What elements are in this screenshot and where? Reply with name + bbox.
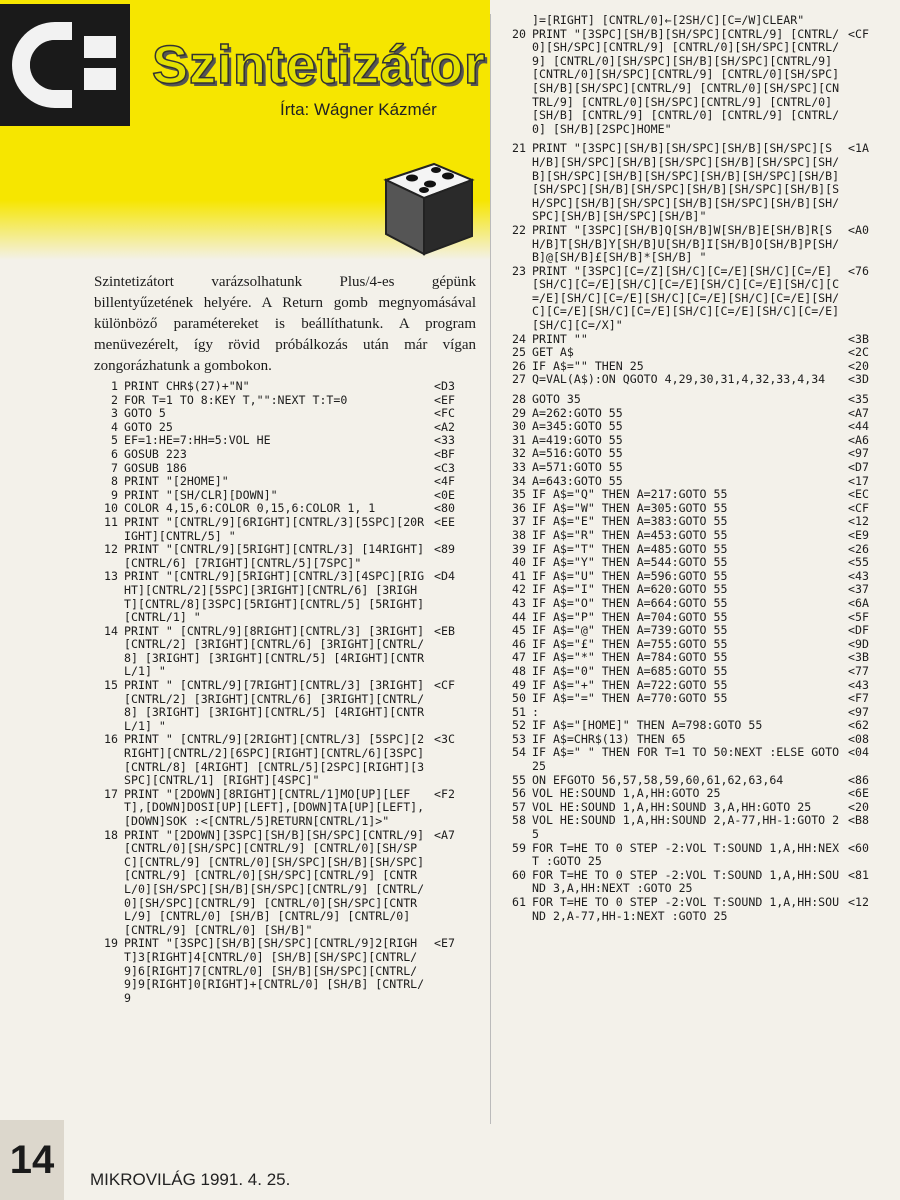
checksum: <04: [848, 745, 869, 760]
code-text: IF A$="P" THEN A=704:GOTO 55: [532, 609, 728, 624]
code-text: IF A$="" THEN 25: [532, 358, 644, 373]
line-number: 9: [111, 487, 118, 502]
line-number: 21: [512, 141, 526, 156]
checksum: <4F: [434, 474, 455, 489]
code-line: [504, 733, 890, 747]
code-line: [504, 638, 890, 652]
line-number: 14: [104, 623, 118, 638]
line-number: 31: [512, 432, 526, 447]
line-number: 47: [512, 650, 526, 665]
code-text: IF A$="Q" THEN A=217:GOTO 55: [532, 487, 728, 502]
code-line: [504, 393, 890, 407]
code-line: [96, 570, 476, 624]
line-number: 20: [512, 26, 526, 41]
checksum: <43: [848, 568, 869, 583]
line-number: 59: [512, 840, 526, 855]
code-line: [504, 142, 890, 224]
checksum: <62: [848, 718, 869, 733]
line-number: 38: [512, 527, 526, 542]
checksum: <3B: [848, 650, 869, 665]
checksum: <E7: [434, 936, 455, 951]
code-line: [96, 937, 476, 1005]
code-line: [504, 896, 890, 923]
listing-right-column: [504, 14, 890, 923]
code-line: [504, 869, 890, 896]
line-number: 24: [512, 331, 526, 346]
article-author: Írta: Wágner Kázmér: [280, 100, 437, 119]
code-text: FOR T=HE TO 0 STEP -2:VOL T:SOUND 1,A,HH:SOUND 2,A-77,HH-1:NEXT :GOTO 25: [532, 895, 840, 923]
checksum: <A6: [848, 432, 869, 447]
code-line: [96, 394, 476, 408]
code-text: PRINT "": [532, 331, 588, 346]
logo-flag-bottom: [84, 68, 116, 90]
code-line: [504, 407, 890, 421]
code-line: [504, 665, 890, 679]
checksum: <F2: [434, 786, 455, 801]
code-line: [504, 611, 890, 625]
code-text: A=516:GOTO 55: [532, 446, 623, 461]
code-text: Q=VAL(A$):ON QGOTO 4,29,30,31,4,32,33,4,34: [532, 372, 826, 387]
checksum: <E9: [848, 527, 869, 542]
code-line: [504, 543, 890, 557]
line-number: 55: [512, 772, 526, 787]
code-text: A=571:GOTO 55: [532, 460, 623, 474]
line-number: 40: [512, 555, 526, 570]
line-number: [504, 14, 526, 28]
line-number: 33: [512, 460, 526, 474]
checksum: <CF: [848, 26, 869, 41]
code-line: [504, 801, 890, 815]
code-line: [504, 488, 890, 502]
code-text: VOL HE:SOUND 1,A,HH:SOUND 2,A-77,HH-1:GOTO 25: [532, 813, 840, 842]
line-number: 50: [512, 691, 526, 706]
checksum: <5F: [848, 609, 869, 624]
code-text: IF A$="T" THEN A=485:GOTO 55: [532, 541, 728, 556]
line-number: 61: [512, 895, 526, 909]
code-line: [504, 556, 890, 570]
checksum: <EC: [848, 487, 869, 502]
line-number: 28: [512, 392, 526, 407]
code-line: [96, 462, 476, 476]
checksum: <12: [848, 514, 869, 529]
code-text: IF A$="W" THEN A=305:GOTO 55: [532, 500, 728, 515]
code-text: GET A$: [532, 345, 574, 360]
code-text: :: [532, 704, 539, 719]
checksum: <43: [848, 677, 869, 692]
checksum: <97: [848, 704, 869, 719]
checksum: <BF: [434, 446, 455, 461]
code-text: FOR T=HE TO 0 STEP -2:VOL T:SOUND 1,A,HH:NEXT :GOTO 25: [532, 840, 840, 869]
line-number: 2: [111, 392, 118, 407]
checksum: <81: [848, 867, 869, 882]
code-line: [96, 434, 476, 448]
code-line: [96, 733, 476, 787]
line-number: 15: [104, 678, 118, 693]
code-text: PRINT "[2DOWN][3SPC][SH/B][SH/SPC][CNTRL/9] [CNTRL/0][SH/SPC][CNTRL/9] [CNTRL/0][SH/SPC][CNTRL/9] [CNTRL/0][SH/SPC][SH/B][SH/SPC][CNTRL/9] [CNTRL/0][SH/SPC][CNTRL/9] [CNTRL/0][SH/SPC][SH/B][SH/SPC][CNTRL/9] [CNTRL/0][SH/SPC][CNTRL/9] [CNTRL/0][SH/SPC][CNTRL/9] [CNTRL/0] [SH/B] [CNTRL/9] [CNTRL/0] [CNTRL/9] [CNTRL/0] [SH/B]": [124, 827, 432, 937]
code-line: [96, 679, 476, 733]
checksum: <CF: [848, 500, 869, 515]
checksum: <A2: [434, 419, 455, 434]
checksum: <08: [848, 731, 869, 746]
checksum: <EF: [434, 392, 455, 407]
line-number: 46: [512, 636, 526, 651]
code-text: A=419:GOTO 55: [532, 432, 623, 447]
code-text: PRINT CHR$(27)+"N": [124, 379, 250, 393]
line-number: 60: [512, 867, 526, 882]
line-number: 49: [512, 677, 526, 692]
code-line: [504, 447, 890, 461]
code-text: PRINT "[SH/CLR][DOWN]": [124, 487, 278, 502]
article-title: Szintetizátor: [152, 35, 487, 95]
logo-flag-top: [84, 36, 116, 58]
line-number: 4: [111, 419, 118, 434]
line-number: 42: [512, 582, 526, 597]
code-line: [504, 679, 890, 693]
line-number: 34: [512, 473, 526, 488]
code-line: [96, 380, 476, 394]
code-text: VOL HE:SOUND 1,A,HH:SOUND 3,A,HH:GOTO 25: [532, 799, 812, 814]
intro-paragraph: Szintetizátort varázsolhatunk Plus/4-es gépünk billentyűzetének helyére. A Return gomb megnyomásával különböző paramétereket is beállíthatunk. A program menüvezérelt, így rövid próbálkozás után már vígan zongorázhatunk a gombokon.: [94, 274, 476, 374]
code-line: [504, 597, 890, 611]
line-number: 35: [512, 487, 526, 502]
code-line: [96, 407, 476, 421]
checksum: <3C: [434, 732, 455, 747]
code-line: [504, 265, 890, 333]
code-line: [504, 515, 890, 529]
line-number: 17: [104, 786, 118, 801]
line-number: 41: [512, 568, 526, 583]
checksum: <33: [434, 433, 455, 448]
code-line: [504, 14, 890, 28]
line-number: 44: [512, 609, 526, 624]
code-text: EF=1:HE=7:HH=5:VOL HE: [124, 433, 271, 448]
code-line: [504, 28, 890, 137]
checksum: <3D: [848, 372, 869, 387]
code-line: [504, 502, 890, 516]
line-number: 25: [512, 345, 526, 360]
code-text: IF A$="Y" THEN A=544:GOTO 55: [532, 555, 728, 570]
code-text: ]=[RIGHT] [CNTRL/0]←[2SH/C][C=/W]CLEAR": [532, 13, 805, 27]
code-line: [96, 516, 476, 543]
code-text: IF A$=" " THEN FOR T=1 TO 50:NEXT :ELSE GOTO 25: [532, 745, 847, 774]
checksum: <1A: [848, 141, 869, 156]
code-text: GOSUB 186: [124, 460, 187, 475]
code-text: GOTO 25: [124, 419, 173, 434]
code-text: A=345:GOTO 55: [532, 419, 623, 434]
code-line: [96, 625, 476, 679]
checksum: <2C: [848, 345, 869, 360]
checksum: <D7: [848, 460, 869, 474]
checksum: <76: [848, 263, 869, 278]
code-text: FOR T=1 TO 8:KEY T,"":NEXT T:T=0: [124, 392, 348, 407]
column-divider: [490, 14, 491, 1124]
line-number: 56: [512, 786, 526, 801]
code-text: COLOR 4,15,6:COLOR 0,15,6:COLOR 1, 1: [124, 501, 376, 516]
code-text: IF A$="O" THEN A=664:GOTO 55: [532, 595, 728, 610]
code-text: PRINT "[CNTRL/9][6RIGHT][CNTRL/3][5SPC][20RIGHT][CNTRL/5] ": [124, 514, 425, 543]
code-text: IF A$="0" THEN A=685:GOTO 55: [532, 663, 728, 678]
code-line: [96, 421, 476, 435]
line-number: 8: [111, 474, 118, 489]
line-number: 23: [512, 263, 526, 278]
code-text: IF A$="=" THEN A=770:GOTO 55: [532, 691, 728, 706]
code-line: [96, 448, 476, 462]
code-text: GOSUB 223: [124, 446, 187, 461]
publication-footer: MIKROVILÁG 1991. 4. 25.: [90, 1170, 291, 1189]
line-number: 43: [512, 595, 526, 610]
line-number: 45: [512, 623, 526, 638]
code-line: [96, 475, 476, 489]
line-number: 32: [512, 446, 526, 461]
code-text: A=262:GOTO 55: [532, 405, 623, 420]
code-text: IF A$="@" THEN A=739:GOTO 55: [532, 623, 728, 638]
checksum: <37: [848, 582, 869, 597]
line-number: 57: [512, 799, 526, 814]
line-number: 5: [111, 433, 118, 448]
code-text: PRINT "[3SPC][SH/B][SH/SPC][SH/B][SH/SPC][SH/B][SH/SPC][SH/B][SH/SPC][SH/B][SH/SPC][SH/B][SH/SPC][SH/B][SH/SPC][SH/B][SH/SPC][SH/B][SH/SPC][SH/B][SH/SPC][SH/B][SH/SPC][SH/B][SH/SPC][SH/B][SH/SPC][SH/B][SH/SPC][SH/B][SH/SPC][SH/B][SH/SPC][SH/B]": [532, 141, 840, 224]
line-number: 13: [104, 569, 118, 584]
code-text: ON EFGOTO 56,57,58,59,60,61,62,63,64: [532, 772, 784, 787]
code-text: PRINT "[2DOWN][8RIGHT][CNTRL/1]MO[UP][LEFT],[DOWN]DOSI[UP][LEFT],[DOWN]TA[UP][LEFT],[DOWN]SOK :<[CNTRL/5]RETURN[CNTRL/1]>": [124, 786, 425, 828]
line-number: 36: [512, 500, 526, 515]
line-number: 11: [104, 514, 118, 529]
code-line: [504, 746, 890, 773]
code-text: IF A$=CHR$(13) THEN 65: [532, 731, 686, 746]
code-line: [504, 706, 890, 720]
code-line: [504, 475, 890, 489]
code-line: [504, 346, 890, 360]
page-number-box: [0, 1120, 64, 1200]
code-line: [504, 461, 890, 475]
checksum: <3B: [848, 331, 869, 346]
checksum: <C3: [434, 460, 455, 475]
code-line: [504, 333, 890, 347]
code-line: [504, 373, 890, 387]
code-line: [504, 651, 890, 665]
code-line: [96, 788, 476, 829]
checksum: [848, 14, 890, 28]
code-text: GOTO 35: [532, 392, 581, 407]
checksum: <77: [848, 663, 869, 678]
line-number: 6: [111, 446, 118, 461]
code-text: FOR T=HE TO 0 STEP -2:VOL T:SOUND 1,A,HH:SOUND 3,A,HH:NEXT :GOTO 25: [532, 867, 840, 896]
line-number: 52: [512, 718, 526, 733]
code-line: [96, 829, 476, 938]
code-text: PRINT "[3SPC][SH/B][SH/SPC][CNTRL/9] [CNTRL/0][SH/SPC][CNTRL/9] [CNTRL/0][SH/SPC][CNTRL/9] [CNTRL/0][SH/SPC][SH/B][SH/SPC][CNTRL/9] [CNTRL/0][SH/SPC][CNTRL/9] [CNTRL/0][SH/SPC][SH/B][SH/SPC][CNTRL/9] [CNTRL/0][SH/SPC][CNTRL/9] [CNTRL/0][SH/SPC][CNTRL/9] [CNTRL/0] [SH/B] [CNTRL/9] [CNTRL/0] [CNTRL/9] [CNTRL/0] [SH/B][2SPC]HOME": [532, 26, 840, 136]
dice-icon: [378, 158, 478, 258]
page-number: 14: [9, 1137, 55, 1182]
code-line: [504, 787, 890, 801]
checksum: <12: [848, 895, 869, 909]
code-text: VOL HE:SOUND 1,A,HH:GOTO 25: [532, 786, 721, 801]
line-number: 48: [512, 663, 526, 678]
commodore-logo: [0, 4, 130, 126]
code-line: [504, 624, 890, 638]
checksum: <26: [848, 541, 869, 556]
code-line: [504, 360, 890, 374]
line-number: 19: [104, 936, 118, 951]
checksum: <A7: [434, 827, 455, 842]
checksum: <17: [848, 473, 869, 488]
checksum: <55: [848, 555, 869, 570]
code-text: IF A$="U" THEN A=596:GOTO 55: [532, 568, 728, 583]
checksum: <B8: [848, 813, 869, 828]
line-number: 22: [512, 222, 526, 237]
line-number: 3: [111, 406, 118, 421]
code-text: PRINT " [CNTRL/9][7RIGHT][CNTRL/3] [3RIGHT][CNTRL/2] [3RIGHT][CNTRL/6] [3RIGHT][CNTRL/8] [3RIGHT] [3RIGHT][CNTRL/5] [4RIGHT][CNTRL/1] ": [124, 678, 425, 733]
line-number: 58: [512, 813, 526, 828]
checksum: <DF: [848, 623, 869, 638]
code-line: [504, 842, 890, 869]
code-text: PRINT "[2HOME]": [124, 474, 229, 489]
line-number: 30: [512, 419, 526, 434]
checksum: <EE: [434, 514, 455, 529]
code-text: IF A$="[HOME]" THEN A=798:GOTO 55: [532, 718, 763, 733]
code-text: PRINT " [CNTRL/9][8RIGHT][CNTRL/3] [3RIGHT][CNTRL/2] [3RIGHT][CNTRL/6] [3RIGHT][CNTRL/8] [3RIGHT] [3RIGHT][CNTRL/5] [4RIGHT][CNTRL/1] ": [124, 623, 425, 679]
line-number: 27: [512, 372, 526, 387]
checksum: <A7: [848, 405, 869, 420]
checksum: <FC: [434, 406, 455, 421]
code-line: [504, 570, 890, 584]
line-number: 37: [512, 514, 526, 529]
checksum: <6E: [848, 786, 869, 801]
code-line: [504, 420, 890, 434]
code-line: [504, 692, 890, 706]
code-line: [504, 583, 890, 597]
code-text: PRINT "[3SPC][SH/B][SH/SPC][CNTRL/9]2[RIGHT]3[RIGHT]4[CNTRL/0] [SH/B][SH/SPC][CNTRL/9]6[RIGHT]7[CNTRL/0] [SH/B][SH/SPC][CNTRL/9]9[RIGHT]0[RIGHT]+[CNTRL/0] [SH/B] [CNTRL/9: [124, 936, 425, 1005]
checksum: <6A: [848, 595, 869, 610]
code-line: [504, 719, 890, 733]
line-number: 7: [111, 460, 118, 475]
code-text: A=643:GOTO 55: [532, 473, 623, 488]
checksum: <97: [848, 446, 869, 461]
checksum: <89: [434, 542, 455, 557]
line-number: 10: [104, 501, 118, 516]
line-number: 26: [512, 358, 526, 373]
checksum: <20: [848, 799, 869, 814]
checksum: <9D: [848, 636, 869, 651]
checksum: <60: [848, 840, 869, 855]
checksum: <F7: [848, 691, 869, 706]
code-line: [504, 774, 890, 788]
code-line: [504, 814, 890, 841]
checksum: <0E: [434, 487, 455, 502]
checksum: <D4: [434, 569, 455, 584]
line-number: 53: [512, 731, 526, 746]
checksum: <20: [848, 358, 869, 373]
code-text: PRINT " [CNTRL/9][2RIGHT][CNTRL/3] [5SPC][2RIGHT][CNTRL/2][6SPC][RIGHT][CNTRL/6][3SPC][CNTRL/8] [4RIGHT] [CNTRL/5][2SPC][RIGHT][3SPC][CNTRL/1] [RIGHT][4SPC]": [124, 732, 425, 788]
line-number: 1: [111, 379, 118, 393]
line-number: 39: [512, 541, 526, 556]
code-text: IF A$="£" THEN A=755:GOTO 55: [532, 636, 728, 651]
checksum: <44: [848, 419, 869, 434]
checksum: <86: [848, 772, 869, 787]
code-line: [504, 434, 890, 448]
code-line: [96, 502, 476, 516]
line-number: 12: [104, 542, 118, 557]
code-text: PRINT "[CNTRL/9][5RIGHT][CNTRL/3] [14RIGHT][CNTRL/6] [7RIGHT][CNTRL/5][7SPC]": [124, 542, 425, 570]
code-line: [504, 224, 890, 265]
line-number: 51: [512, 704, 526, 719]
code-text: PRINT "[3SPC][C=/Z][SH/C][C=/E][SH/C][C=/E][SH/C][C=/E][SH/C][C=/E][SH/C][C=/E][SH/C][C=/E][SH/C][C=/E][SH/C][C=/E][SH/C][C=/E][SH/C][C=/E][SH/C][C=/E][SH/C][C=/E][SH/C][C=/E][SH/C][C=/X]": [532, 263, 840, 333]
line-number: 18: [104, 827, 118, 842]
code-text: IF A$="R" THEN A=453:GOTO 55: [532, 527, 728, 542]
code-text: IF A$="E" THEN A=383:GOTO 55: [532, 514, 728, 529]
code-text: PRINT "[3SPC][SH/B]Q[SH/B]W[SH/B]E[SH/B]R[SH/B]T[SH/B]Y[SH/B]U[SH/B]I[SH/B]O[SH/B]P[SH/B]@[SH/B]£[SH/B]*[SH/B] ": [532, 222, 840, 265]
line-number: 16: [104, 732, 118, 747]
line-number: 29: [512, 405, 526, 420]
code-text: IF A$="*" THEN A=784:GOTO 55: [532, 650, 728, 665]
code-line: [96, 543, 476, 570]
code-line: [96, 489, 476, 503]
code-text: GOTO 5: [124, 406, 166, 421]
listing-left-column: [96, 380, 476, 1005]
checksum: <D3: [434, 379, 455, 393]
checksum: <CF: [434, 678, 455, 693]
checksum: <35: [848, 392, 869, 407]
code-line: [504, 529, 890, 543]
code-text: IF A$="I" THEN A=620:GOTO 55: [532, 582, 728, 597]
line-number: 54: [512, 745, 526, 760]
checksum: <A0: [848, 222, 869, 237]
checksum: <80: [434, 501, 455, 516]
checksum: <EB: [434, 623, 455, 638]
code-text: IF A$="+" THEN A=722:GOTO 55: [532, 677, 728, 692]
code-text: PRINT "[CNTRL/9][5RIGHT][CNTRL/3][4SPC][RIGHT][CNTRL/2][5SPC][3RIGHT][CNTRL/6] [3RIGHT][CNTRL/8][3SPC][5RIGHT][CNTRL/5] [5RIGHT][CNTRL/1] ": [124, 569, 425, 625]
